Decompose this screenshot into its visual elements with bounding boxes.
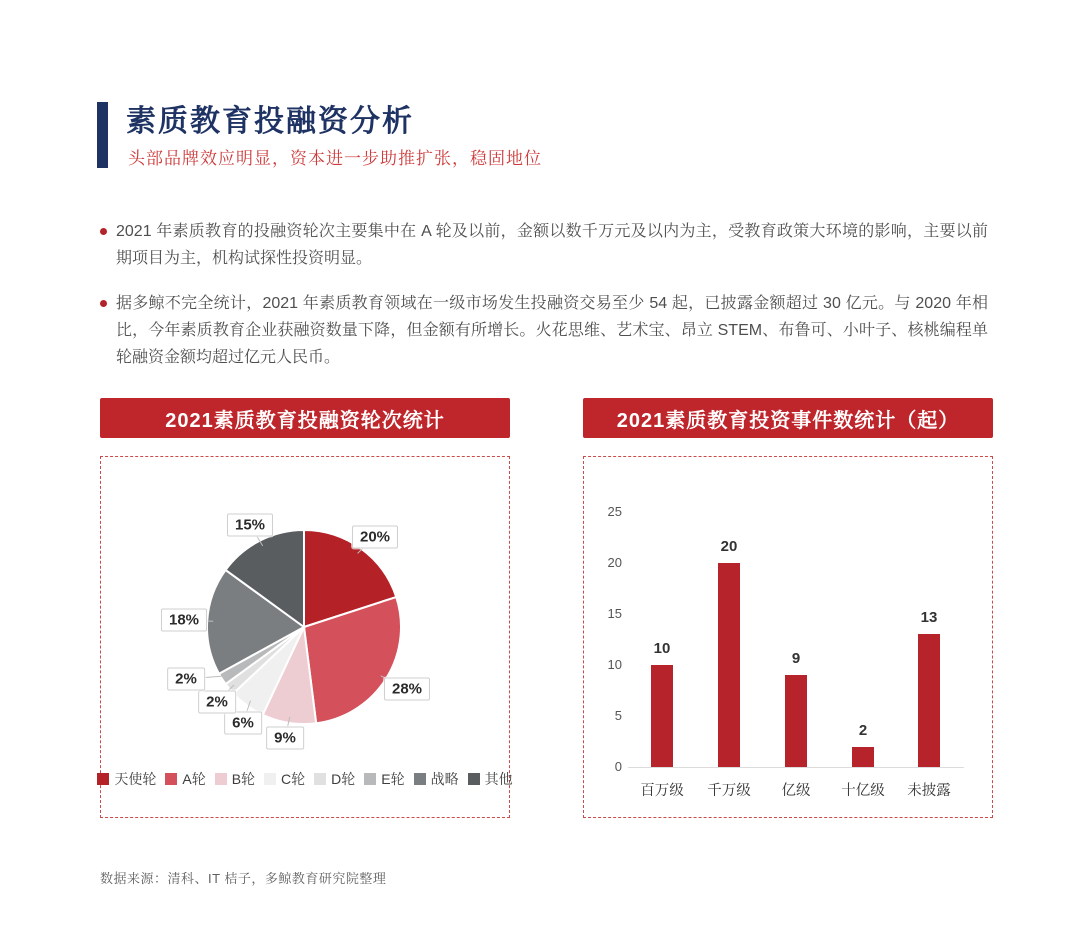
pie-data-label: 9% bbox=[266, 727, 304, 750]
y-axis-tick-label: 15 bbox=[607, 606, 622, 621]
legend-label: E轮 bbox=[381, 771, 405, 787]
page-title: 素质教育投融资分析 bbox=[126, 105, 414, 138]
bar-chart-box bbox=[583, 456, 993, 818]
title-accent-bar bbox=[97, 102, 108, 168]
bar-亿级 bbox=[785, 675, 807, 767]
legend-label: 天使轮 bbox=[114, 771, 157, 787]
page-subtitle: 头部品牌效应明显，资本进一步助推扩张，稳固地位 bbox=[128, 149, 542, 168]
pie-chart bbox=[101, 457, 509, 817]
legend-item-A轮 bbox=[165, 769, 205, 789]
bar-value-label: 9 bbox=[791, 650, 801, 668]
legend-label: D轮 bbox=[331, 771, 356, 787]
legend-swatch bbox=[468, 773, 480, 785]
pie-chart-section bbox=[100, 398, 513, 818]
legend-item-B轮 bbox=[215, 769, 255, 789]
pie-legend bbox=[101, 769, 513, 789]
bullet-item bbox=[100, 290, 988, 371]
x-axis-category-label: 百万级 bbox=[640, 783, 684, 799]
x-axis-category-label: 亿级 bbox=[781, 783, 811, 799]
pie-data-label: 28% bbox=[384, 678, 430, 701]
legend-swatch bbox=[97, 773, 109, 785]
legend-swatch bbox=[414, 773, 426, 785]
legend-item-C轮 bbox=[264, 769, 305, 789]
bullet-list bbox=[100, 218, 988, 389]
bullet-text: 2021 年素质教育的投融资轮次主要集中在 A 轮及以前，金额以数千万元及以内为主，受教育政策大环境的影响，主要以前期项目为主，机构试探性投资明显。 bbox=[116, 223, 988, 267]
x-axis-line bbox=[628, 767, 964, 768]
legend-label: 其他 bbox=[484, 771, 513, 787]
pie-data-label: 2% bbox=[198, 691, 236, 714]
bar-十亿级 bbox=[852, 747, 874, 767]
legend-item-D轮 bbox=[314, 769, 355, 789]
x-axis-category-label: 未披露 bbox=[907, 783, 951, 799]
y-axis-tick-label: 10 bbox=[607, 657, 622, 672]
legend-swatch bbox=[364, 773, 376, 785]
bullet-item bbox=[100, 218, 988, 272]
x-axis-category-label: 千万级 bbox=[707, 783, 751, 799]
bullet-dot bbox=[100, 228, 107, 235]
pie-chart-title-banner: 2021素质教育投融资轮次统计 bbox=[100, 398, 510, 438]
pie-data-label: 2% bbox=[167, 668, 205, 691]
bar-value-label: 20 bbox=[720, 538, 738, 555]
bullet-text: 据多鲸不完全统计，2021 年素质教育领域在一级市场发生投融资交易至少 54 起，已披露金额超过 30 亿元。与 2020 年相比，今年素质教育企业获融资数量下降，但金额有所增长。火花思维、艺术宝、昂立 STEM、布鲁可、小叶子、核桃编程单轮融资金额均超过亿元人民币。 bbox=[116, 295, 988, 366]
bar-value-label: 10 bbox=[653, 640, 671, 657]
legend-item-天使轮 bbox=[97, 769, 156, 789]
y-axis-tick-label: 5 bbox=[614, 708, 622, 723]
legend-label: A轮 bbox=[182, 771, 206, 787]
pie-data-label: 6% bbox=[224, 712, 262, 735]
legend-item-其他 bbox=[468, 769, 513, 789]
y-axis-tick-label: 0 bbox=[614, 759, 622, 774]
legend-label: C轮 bbox=[281, 771, 306, 787]
bar-chart-section bbox=[583, 398, 993, 818]
pie-data-label: 20% bbox=[352, 526, 398, 549]
legend-item-E轮 bbox=[364, 769, 404, 789]
x-axis-category-label: 十亿级 bbox=[841, 783, 885, 799]
pie-chart-box bbox=[100, 456, 513, 818]
bar-百万级 bbox=[651, 665, 673, 767]
bar-value-label: 2 bbox=[858, 721, 868, 739]
legend-label: B轮 bbox=[231, 771, 256, 787]
bar-未披露 bbox=[918, 634, 940, 767]
bar-千万级 bbox=[718, 563, 740, 767]
bar-value-label: 13 bbox=[920, 609, 938, 627]
y-axis-tick-label: 25 bbox=[607, 504, 622, 519]
bullet-dot bbox=[100, 300, 107, 307]
pie-data-label: 15% bbox=[227, 514, 273, 537]
legend-label: 战略 bbox=[430, 771, 459, 787]
bar-chart-title-banner: 2021素质教育投资事件数统计（起） bbox=[583, 398, 993, 438]
data-source-note: 数据来源：清科、IT 桔子，多鲸教育研究院整理 bbox=[100, 871, 387, 886]
legend-swatch bbox=[165, 773, 177, 785]
legend-item-战略 bbox=[414, 769, 459, 789]
pie-data-label: 18% bbox=[161, 609, 207, 632]
legend-swatch bbox=[314, 773, 326, 785]
y-axis-tick-label: 20 bbox=[607, 555, 622, 570]
legend-swatch bbox=[215, 773, 227, 785]
legend-swatch bbox=[264, 773, 276, 785]
